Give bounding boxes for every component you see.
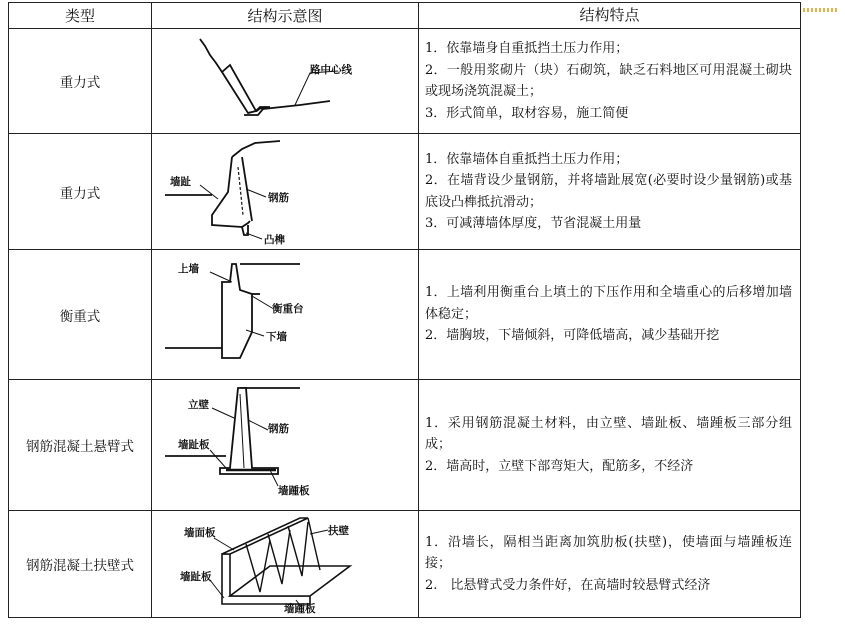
features-cell (419, 250, 801, 380)
diagram-cell (152, 380, 419, 511)
feature-item: 2. 比悬臂式受力条件好，在高墙时较悬臂式经济 (425, 577, 711, 593)
row-type: 重力式 (9, 134, 152, 250)
cantilever-wall-diagram (160, 384, 410, 506)
feature-item: 2．一般用浆砌片（块）石砌筑，缺乏石料地区可用混凝土砌块或现场浇筑混凝土； (425, 62, 792, 99)
label-rebar: 钢筋 (268, 423, 289, 435)
features-cell (419, 380, 801, 511)
retaining-wall-table (8, 2, 801, 618)
table-row (9, 380, 801, 511)
diagram-cell (152, 250, 419, 380)
feature-item: 1．依靠墙身自重抵挡土压力作用； (425, 41, 629, 56)
feature-item: 1．上墙利用衡重台上填土的下压作用和全墙重心的后移增加墙体稳定； (425, 285, 792, 322)
label-balance-platform: 衡重台 (272, 302, 304, 315)
label-face-slab: 墙面板 (184, 527, 216, 539)
feature-item: 3．形式简单，取材容易，施工简便 (425, 105, 629, 121)
header-diagram: 结构示意图 (152, 3, 419, 29)
row-type: 钢筋混凝土悬臂式 (9, 380, 152, 511)
table-row (9, 250, 801, 380)
diagram-cell (152, 29, 419, 134)
label-heel-slab: 墙踵板 (284, 603, 316, 614)
row-type: 衡重式 (9, 250, 152, 380)
feature-item: 1．依靠墙体自重抵挡土压力作用； (425, 151, 629, 167)
label-wall-toe: 墙趾 (170, 175, 191, 188)
label-counterfort: 扶壁 (328, 525, 349, 537)
label-stem-wall: 立壁 (188, 399, 209, 411)
feature-item: 3．可减薄墙体厚度，节省混凝土用量 (425, 216, 642, 231)
header-features: 结构特点 (419, 3, 801, 29)
header-type: 类型 (9, 3, 152, 29)
counterfort-wall-diagram (160, 514, 410, 614)
table-row (9, 134, 801, 250)
label-rebar: 钢筋 (268, 191, 289, 204)
header-row (9, 3, 801, 29)
feature-item: 1．采用钢筋混凝土材料，由立壁、墙趾板、墙踵板三部分组成； (425, 415, 792, 453)
corner-decoration (799, 8, 839, 12)
diagram-cell (152, 134, 419, 250)
features-cell (419, 29, 801, 134)
features-cell (419, 134, 801, 250)
gravity-wall-diagram (160, 31, 410, 131)
reinforced-gravity-wall-diagram (160, 137, 410, 247)
label-road-center: 路中心线 (310, 64, 352, 76)
table-row (9, 511, 801, 618)
label-heel-slab: 墙踵板 (278, 485, 310, 497)
features-cell (419, 511, 801, 618)
balance-weight-wall-diagram (160, 254, 410, 376)
row-type: 重力式 (9, 29, 152, 134)
label-lower-wall: 下墙 (266, 330, 287, 343)
label-toe-slab: 墙趾板 (180, 571, 212, 583)
feature-item: 2．在墙背设少量钢筋，并将墙趾展宽(必要时设少量钢筋)或基底设凸榫抵抗滑动； (425, 173, 792, 210)
row-type: 钢筋混凝土扶壁式 (9, 511, 152, 618)
label-upper-wall: 上墙 (178, 262, 199, 275)
table-row (9, 29, 801, 134)
label-toe-slab: 墙趾板 (178, 439, 210, 451)
diagram-cell (152, 511, 419, 618)
feature-item: 2．墙胸坡，下墙倾斜，可降低墙高，减少基础开挖 (425, 328, 720, 344)
feature-item: 1．沿墙长，隔相当距离加筑肋板(扶壁)，使墙面与墙踵板连接； (425, 534, 792, 572)
feature-item: 2．墙高时，立壁下部弯矩大，配筋多，不经济 (425, 458, 694, 474)
label-shear-key: 凸榫 (264, 233, 285, 246)
